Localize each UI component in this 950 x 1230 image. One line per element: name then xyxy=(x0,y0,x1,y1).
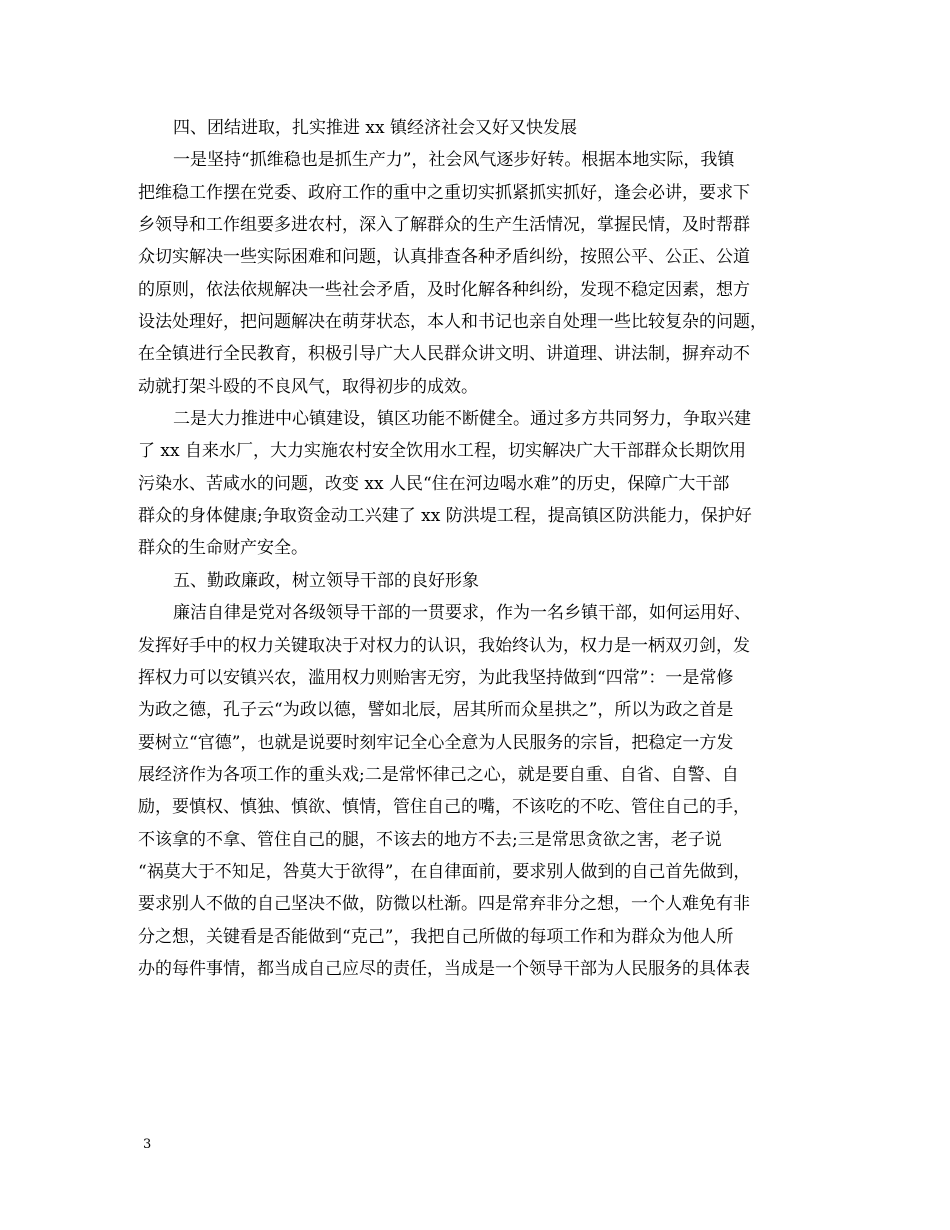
paragraph-line: 挥权力可以安镇兴农，滥用权力则贻害无穷，为此我坚持做到“四常”：一是常修 xyxy=(138,667,734,688)
paragraph-line: 众切实解决一些实际困难和问题，认真排查各种矛盾纠纷，按照公平、公正、公道 xyxy=(138,247,750,268)
paragraph-line: 励，要慎权、慎独、慎欲、慎情，管住自己的嘴，不该吃的不吃、管住自己的手， xyxy=(138,797,750,818)
paragraph-line: “祸莫大于不知足，咎莫大于欲得”，在自律面前，要求别人做到的自己首先做到， xyxy=(138,861,751,882)
paragraph-line: 要树立“官德”，也就是说要时刻牢记全心全意为人民服务的宗旨，把稳定一方发 xyxy=(138,732,734,753)
document-body xyxy=(138,112,828,985)
paragraph-line: 乡领导和工作组要多进农村，深入了解群众的生产生活情况，掌握民情，及时帮群 xyxy=(138,215,750,236)
paragraph-line: 分之想，关键看是否能做到“克己”，我把自己所做的每项工作和为群众为他人所 xyxy=(138,926,734,947)
section-heading: 四、团结进取，扎实推进 xx 镇经济社会又好又快发展 xyxy=(173,118,577,138)
paragraph-line: 群众的生命财产安全。 xyxy=(138,538,308,559)
paragraph-line: 展经济作为各项工作的重头戏;二是常怀律己之心，就是要自重、自省、自警、自 xyxy=(138,764,739,785)
paragraph-line: 要求别人不做的自己坚决不做，防微以杜渐。四是常弃非分之想，一个人难免有非 xyxy=(138,894,750,915)
paragraph-line: 设法处理好，把问题解决在萌芽状态，本人和书记也亲自处理一些比较复杂的问题， xyxy=(138,312,767,333)
section-heading: 五、勤政廉政，树立领导干部的良好形象 xyxy=(173,570,479,591)
paragraph-line: 在全镇进行全民教育，积极引导广大人民群众讲文明、讲道理、讲法制，摒弃动不 xyxy=(138,344,750,365)
paragraph-line: 办的每件事情，都当成自己应尽的责任，当成是一个领导干部为人民服务的具体表 xyxy=(138,958,750,979)
paragraph-line: 一是坚持“抓维稳也是抓生产力”，社会风气逐步好转。根据本地实际，我镇 xyxy=(173,150,735,171)
paragraph-line: 为政之德，孔子云“为政以德，譬如北辰，居其所而众星拱之”，所以为政之首是 xyxy=(138,700,734,721)
paragraph-line: 二是大力推进中心镇建设，镇区功能不断健全。通过多方共同努力，争取兴建 xyxy=(173,409,751,430)
paragraph-line: 廉洁自律是党对各级领导干部的一贯要求，作为一名乡镇干部，如何运用好、 xyxy=(173,603,751,624)
paragraph-line: 发挥好手中的权力关键取决于对权力的认识，我始终认为，权力是一柄双刃剑，发 xyxy=(138,635,750,656)
paragraph-line: 污染水、苦咸水的问题，改变 xx 人民“住在河边喝水难”的历史，保障广大干部 xyxy=(138,473,730,494)
paragraph-line: 了 xx 自来水厂，大力实施农村安全饮用水工程，切实解决广大干部群众长期饮用 xyxy=(138,441,746,462)
paragraph-line: 群众的身体健康;争取资金动工兴建了 xx 防洪堤工程，提高镇区防洪能力，保护好 xyxy=(138,506,752,527)
paragraph-line: 不该拿的不拿、管住自己的腿，不该去的地方不去;三是常思贪欲之害，老子说 xyxy=(138,829,722,850)
paragraph-line: 的原则，依法依规解决一些社会矛盾，及时化解各种纠纷，发现不稳定因素，想方 xyxy=(138,279,750,300)
page-number: 3 xyxy=(143,1137,152,1152)
paragraph-line: 把维稳工作摆在党委、政府工作的重中之重切实抓紧抓实抓好，逢会必讲，要求下 xyxy=(138,182,750,203)
paragraph-line: 动就打架斗殴的不良风气，取得初步的成效。 xyxy=(138,376,478,397)
